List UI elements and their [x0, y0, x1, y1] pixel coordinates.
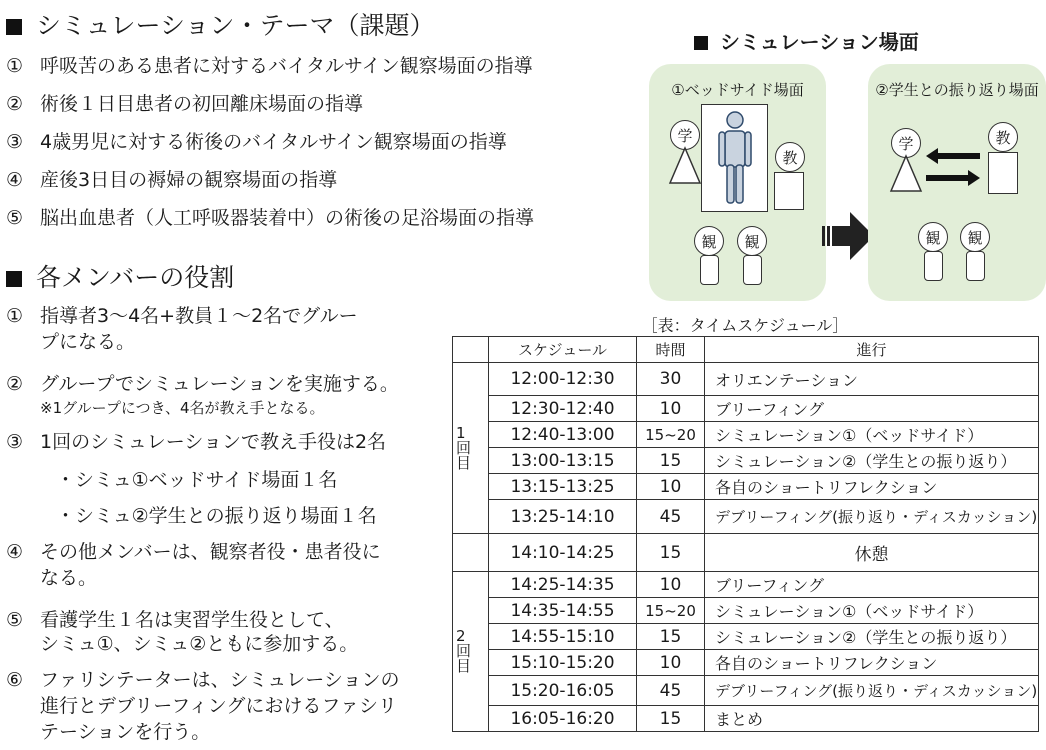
role-item-3: ③ 1回のシミュレーションで教え手役は2名 — [6, 431, 387, 453]
square-bullet-icon — [6, 271, 22, 287]
square-bullet-icon — [6, 19, 22, 35]
row-minutes: 10 — [637, 396, 705, 422]
table-row — [453, 624, 1039, 650]
exchange-arrows-icon — [924, 146, 982, 188]
header-schedule: スケジュール — [489, 337, 637, 363]
row-time: 13:15-13:25 — [489, 474, 637, 500]
table-row — [453, 598, 1039, 624]
row-time: 14:10-14:25 — [489, 534, 637, 572]
row-minutes: 15 — [637, 448, 705, 474]
header-time: 時間 — [637, 337, 705, 363]
group-2-label: 2回目 — [453, 572, 489, 732]
role-item-2: ② グループでシミュレーションを実施する。 — [6, 373, 399, 395]
row-time: 16:05-16:20 — [489, 706, 637, 732]
role-item-6-cont2: テーションを行う。 — [40, 721, 211, 743]
bedside-panel-label: ①ベッドサイド場面 — [671, 81, 804, 99]
row-activity: シミュレーション②（学生との振り返り） — [705, 624, 1039, 650]
table-header-row — [453, 337, 1039, 363]
row-minutes: 30 — [637, 363, 705, 396]
student-marker: 学 — [670, 120, 700, 150]
row-minutes: 45 — [637, 676, 705, 706]
row-minutes: 10 — [637, 474, 705, 500]
student-body-icon — [889, 154, 923, 194]
observer-body — [966, 251, 985, 281]
scene-heading: シミュレーション場面 — [694, 26, 919, 55]
row-minutes: 45 — [637, 500, 705, 534]
observer-body — [924, 251, 943, 281]
theme-item: ④ 産後3日目の褥婦の観察場面の指導 — [6, 169, 338, 191]
role-item-1-cont: プになる。 — [40, 331, 136, 353]
table-row — [453, 650, 1039, 676]
group-1-label: 1回目 — [453, 363, 489, 534]
role-item-2-note: ※1グループにつき、4名が教え手となる。 — [40, 399, 325, 417]
observer-marker: 観 — [918, 222, 948, 252]
row-time: 12:30-12:40 — [489, 396, 637, 422]
role-item-6-cont: 進行とデブリーフィングにおけるファシリ — [40, 695, 398, 717]
observer-marker: 観 — [737, 226, 767, 256]
table-row — [453, 474, 1039, 500]
theme-item: ① 呼吸苦のある患者に対するバイタルサイン観察場面の指導 — [6, 55, 533, 77]
table-row — [453, 422, 1039, 448]
row-minutes: 15 — [637, 624, 705, 650]
row-activity: まとめ — [705, 706, 1039, 732]
themes-list — [6, 54, 534, 244]
table-row — [453, 448, 1039, 474]
row-minutes: 15 — [637, 534, 705, 572]
row-activity: デブリーフィング(振り返り・ディスカッション) — [705, 676, 1039, 706]
row-time: 13:25-14:10 — [489, 500, 637, 534]
row-time: 15:10-15:20 — [489, 650, 637, 676]
table-row — [453, 572, 1039, 598]
square-bullet-icon — [694, 36, 708, 50]
row-activity: デブリーフィング(振り返り・ディスカッション) — [705, 500, 1039, 534]
themes-heading: シミュレーション・テーマ（課題） — [6, 6, 435, 42]
student-marker: 学 — [891, 128, 921, 158]
header-blank — [453, 337, 489, 363]
row-time: 14:25-14:35 — [489, 572, 637, 598]
role-item-3-sub1: ・シミュ①ベッドサイド場面１名 — [56, 469, 338, 491]
roles-heading: 各メンバーの役割 — [6, 258, 234, 294]
observer-marker: 観 — [694, 226, 724, 256]
row-minutes: 15~20 — [637, 598, 705, 624]
row-minutes: 15~20 — [637, 422, 705, 448]
theme-item: ③ 4歳男児に対する術後のバイタルサイン観察場面の指導 — [6, 131, 507, 153]
theme-item: ② 術後１日目患者の初回離床場面の指導 — [6, 93, 364, 115]
row-activity: 各自のショートリフレクション — [705, 650, 1039, 676]
patient-icon — [716, 110, 754, 206]
row-time: 12:40-13:00 — [489, 422, 637, 448]
reflection-panel-label: ②学生との振り返り場面 — [875, 81, 1039, 99]
row-activity: シミュレーション①（ベッドサイド） — [705, 422, 1039, 448]
table-row-break — [453, 534, 1039, 572]
role-item-1: ① 指導者3～4名+教員１～2名でグルー — [6, 305, 358, 327]
observer-marker: 観 — [960, 222, 990, 252]
row-time: 15:20-16:05 — [489, 676, 637, 706]
role-item-4: ④ その他メンバーは、観察者役・患者役に — [6, 541, 381, 563]
row-time: 13:00-13:15 — [489, 448, 637, 474]
table-row — [453, 500, 1039, 534]
role-item-6: ⑥ ファリシテーターは、シミュレーションの — [6, 669, 400, 691]
table-row — [453, 706, 1039, 732]
table-row — [453, 396, 1039, 422]
role-item-5: ⑤ 看護学生１名は実習学生役として、 — [6, 609, 344, 631]
row-activity: オリエンテーション — [705, 363, 1039, 396]
break-blank — [453, 534, 489, 572]
theme-item: ⑤ 脳出血患者（人工呼吸器装着中）の術後の足浴場面の指導 — [6, 207, 535, 229]
role-item-5-cont: シミュ①、シミュ②ともに参加する。 — [40, 633, 359, 655]
row-time: 14:55-15:10 — [489, 624, 637, 650]
row-activity: シミュレーション①（ベッドサイド） — [705, 598, 1039, 624]
student-body-icon — [668, 146, 702, 186]
teacher-marker: 教 — [775, 142, 805, 172]
row-time: 14:35-14:55 — [489, 598, 637, 624]
row-activity: 休憩 — [705, 534, 1039, 572]
row-activity: シミュレーション②（学生との振り返り） — [705, 448, 1039, 474]
teacher-body — [988, 152, 1018, 194]
observer-body — [700, 255, 719, 285]
row-activity: ブリーフィング — [705, 572, 1039, 598]
table-row — [453, 363, 1039, 396]
row-minutes: 10 — [637, 650, 705, 676]
table-caption: ［表：タイムスケジュール］ — [641, 316, 849, 335]
table-row — [453, 676, 1039, 706]
teacher-body — [774, 172, 804, 210]
row-time: 12:00-12:30 — [489, 363, 637, 396]
row-minutes: 15 — [637, 706, 705, 732]
teacher-marker: 教 — [988, 122, 1018, 152]
role-item-3-sub2: ・シミュ②学生との振り返り場面１名 — [56, 505, 377, 527]
row-activity: ブリーフィング — [705, 396, 1039, 422]
observer-body — [743, 255, 762, 285]
header-progress: 進行 — [705, 337, 1039, 363]
role-item-4-cont: なる。 — [40, 567, 98, 589]
schedule-table — [452, 336, 1039, 732]
row-minutes: 10 — [637, 572, 705, 598]
row-activity: 各自のショートリフレクション — [705, 474, 1039, 500]
